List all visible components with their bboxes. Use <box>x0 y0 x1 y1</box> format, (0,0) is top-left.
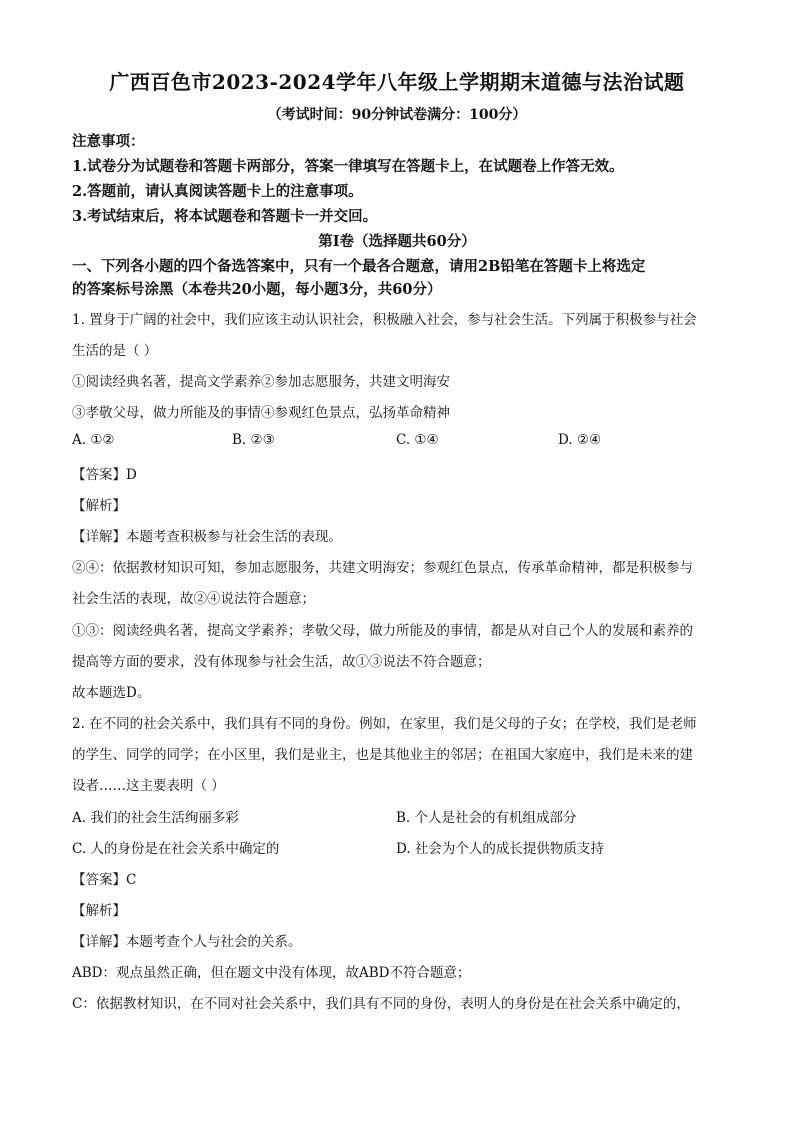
q1-option-line2: ③孝敬父母，做力所能及的事情④参观红色景点，弘扬革命精神 <box>72 405 450 421</box>
q1-answer: 【答案】D <box>72 467 137 483</box>
q1-detail: 【详解】本题考查积极参与社会生活的表现。 <box>72 529 342 545</box>
q1-explanation-1b: 社会生活的表现，故②④说法符合题意； <box>72 591 315 607</box>
q2-choice-a: A. 我们的社会生活绚丽多彩 <box>72 810 239 826</box>
section-instruction-line1: 一、下列各小题的四个备选答案中，只有一个最各合题意，请用2B铅笔在答题卡上将选定 <box>72 258 646 275</box>
notes-heading: 注意事项： <box>72 133 145 150</box>
note-item-3: 3.考试结束后，将本试题卷和答题卡一并交回。 <box>72 208 378 225</box>
q1-choice-c: C. ①④ <box>396 432 439 448</box>
q1-explanation-2a: ①③：阅读经典名著，提高文学素养；孝敬父母，做力所能及的事情，都是从对自己个人的发展和素养的 <box>72 623 693 639</box>
q2-stem-line2: 的学生、同学的同学；在小区里，我们是业主，也是其他业主的邻居；在祖国大家庭中，我们是未来的建 <box>72 747 693 763</box>
volume-heading: 第Ⅰ卷（选择题共60分） <box>318 233 476 250</box>
q1-explanation-1a: ②④：依据教材知识可知，参加志愿服务，共建文明海安；参观红色景点，传承革命精神，都是积极参与 <box>72 560 693 576</box>
q1-choice-b: B. ②③ <box>232 432 275 448</box>
q1-explanation-2b: 提高等方面的要求，没有体现参与社会生活，故①③说法不符合题意； <box>72 654 491 670</box>
exam-title: 广西百色市2023-2024学年八年级上学期期末道德与法治试题 <box>109 70 685 94</box>
q1-analysis-label: 【解析】 <box>72 498 126 514</box>
q1-conclusion: 故本题选D。 <box>72 685 151 701</box>
q2-choice-d: D. 社会为个人的成长提供物质支持 <box>396 841 604 857</box>
section-instruction-line2: 的答案标号涂黑（本卷共20小题，每小题3分，共60分） <box>72 281 442 298</box>
q1-stem-line2: 生活的是（ ） <box>72 343 158 359</box>
q1-choice-a: A. ①② <box>72 432 115 448</box>
q2-stem-line3: 设者……这主要表明（ ） <box>72 778 225 794</box>
q2-stem-line1: 2. 在不同的社会关系中，我们具有不同的身份。例如，在家里，我们是父母的子女；在学校，我们是老师 <box>72 716 697 732</box>
q2-answer: 【答案】C <box>72 872 137 888</box>
q2-detail: 【详解】本题考查个人与社会的关系。 <box>72 934 302 950</box>
q2-explanation-2: C：依据教材知识，在不同对社会关系中，我们具有不同的身份，表明人的身份是在社会关系中确定的， <box>72 996 690 1012</box>
exam-subtitle: （考试时间：90分钟试卷满分：100分） <box>267 107 527 123</box>
q2-analysis-label: 【解析】 <box>72 903 126 919</box>
q2-explanation-1: ABD：观点虽然正确，但在题文中没有体现，故ABD不符合题意； <box>72 965 471 981</box>
q1-option-line1: ①阅读经典名著，提高文学素养②参加志愿服务，共建文明海安 <box>72 374 450 390</box>
q2-choice-b: B. 个人是社会的有机组成部分 <box>396 810 577 826</box>
q2-choice-c: C. 人的身份是在社会关系中确定的 <box>72 841 280 857</box>
note-item-1: 1.试卷分为试题卷和答题卡两部分，答案一律填写在答题卡上，在试题卷上作答无效。 <box>72 158 624 175</box>
q1-choice-d: D. ②④ <box>558 432 602 448</box>
q1-stem-line1: 1. 置身于广阔的社会中，我们应该主动认识社会，积极融入社会，参与社会生活。下列属于积极参与社会 <box>72 312 697 328</box>
note-item-2: 2.答题前，请认真阅读答题卡上的注意事项。 <box>72 183 363 200</box>
